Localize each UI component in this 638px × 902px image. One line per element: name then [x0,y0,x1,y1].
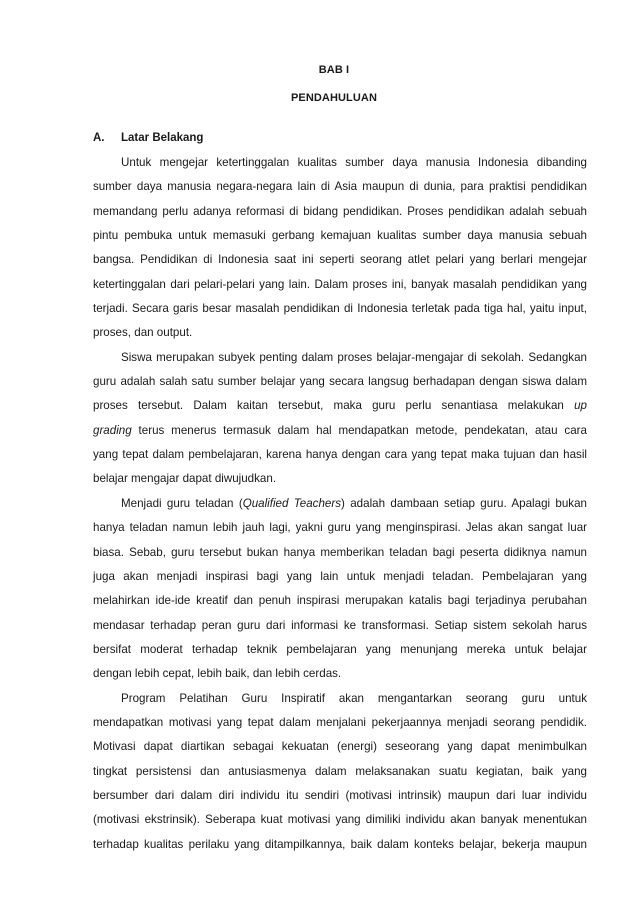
text-line [93,419,587,443]
text-line [93,760,587,784]
section-title: Latar Belakang [121,132,204,144]
line-text: hanya teladan namun lebih jauh lagi, yakni guru yang menginspirasi. Jelas akan sangat luar [93,521,587,535]
line-text: guru adalah salah satu sumber belajar yang secara langsug berhadapan dengan siswa dalam [93,375,587,389]
line-text: juga akan menjadi inspirasi bagi yang lain untuk menjadi teladan. Pembelajaran yang [93,569,587,583]
body-text [93,151,587,857]
text-line [93,565,587,589]
line-text: Untuk mengejar ketertinggalan kualitas sumber daya manusia Indonesia dibanding [121,156,587,169]
line-text: terhadap kualitas perilaku yang ditampilkannya, baik dalam konteks belajar, bekerja maupun [93,837,587,851]
line-text: terus menerus termasuk dalam hal mendapatkan metode, pendekatan, atau cara [131,423,587,437]
text-line [93,394,587,418]
section-number: A. [93,132,105,144]
text-line [93,492,587,516]
text-line [93,224,587,248]
line-text: pintu pembuka untuk memasuki gerbang kemajuan kualitas sumber daya manusia sebuah [93,229,587,243]
line-text: ketertinggalan dari pelari-pelari yang lain. Dalam proses ini, banyak masalah pendidikan yang [93,277,587,291]
line-text: mendasar terhadap peran guru dari informasi ke transformasi. Setiap sistem sekolah harus [93,618,587,632]
line-text: mendapatkan motivasi yang tepat dalam menjalani pekerjaannya menjadi seorang pendidik. [93,715,587,729]
text-line [93,833,587,857]
text-line [93,808,587,832]
text-line [93,273,587,297]
line-text: belajar mengajar dapat diwujudkan. [93,472,277,486]
text-line [93,443,587,467]
line-text: tingkat persistensi dan antusiasmenya dalam melaksanakan suatu kegiatan, baik yang [93,764,587,778]
line-text: bersumber dari dalam diri individu itu sendiri (motivasi intrinsik) maupun dari luar individu [93,788,587,802]
line-text: Menjadi guru teladan ( [121,496,243,510]
text-line [93,346,587,370]
text-line [93,175,587,199]
text-line [93,248,587,272]
text-line [93,516,587,540]
text-line [93,711,587,735]
line-text: Motivasi dapat diartikan sebagai kekuatan (energi) seseorang yang dapat menimbulkan [93,740,587,754]
line-text: proses, dan output. [93,326,193,340]
line-text: melahirkan ide-ide kreatif dan penuh inspirasi merupakan katalis bagi terjadinya perubahan [93,594,587,608]
line-text: dengan lebih cepat, lebih baik, dan lebih cerdas. [93,667,342,681]
line-text: biasa. Sebab, guru tersebut bukan hanya memberikan teladan bagi peserta didiknya namun [93,545,587,559]
line-text: terjadi. Secara garis besar masalah pendidikan di Indonesia terletak pada tiga hal, yaitu input, [93,302,587,316]
italic-term: up [574,399,587,413]
italic-term: Qualified Teachers [242,496,342,510]
text-line [93,638,587,662]
text-line [93,735,587,759]
line-text: Program Pelatihan Guru Inspiratif akan mengantarkan seorang guru untuk [121,691,587,705]
text-line [93,614,587,638]
line-text: yang tepat dalam pembelajaran, karena hanya dengan cara yang tepat maka tujuan dan hasil [93,448,587,462]
text-line [93,151,587,175]
text-line [93,467,587,491]
text-line [93,662,587,686]
line-text: sumber daya manusia negara-negara lain di Asia maupun di dunia, para praktisi pendidikan [93,180,587,194]
line-text: bangsa. Pendidikan di Indonesia saat ini seperti seorang atlet pelari yang berlari mengejar [93,253,587,267]
text-line [93,200,587,224]
text-line [93,589,587,613]
text-line [93,321,587,345]
text-line [93,687,587,711]
section-heading [93,132,203,144]
line-text: (motivasi ekstrinsik). Seberapa kuat motivasi yang dimiliki individu akan banyak menentukan [93,813,587,827]
line-text: bersifat moderat terhadap teknik pembelajaran yang menunjang mereka untuk belajar [93,642,587,656]
text-line [93,784,587,808]
line-text: Siswa merupakan subyek penting dalam proses belajar-mengajar di sekolah. Sedangkan [121,350,587,364]
italic-term: grading [93,423,132,437]
text-line [93,370,587,394]
text-line [93,297,587,321]
line-text: ) adalah dambaan setiap guru. Apalagi bukan [341,496,588,510]
line-text: proses tersebut. Dalam kaitan tersebut, maka guru perlu senantiasa melakukan [93,399,575,413]
line-text: memandang perlu adanya reformasi di bidang pendidikan. Proses pendidikan adalah sebuah [93,204,587,218]
chapter-heading: BAB I [318,64,350,76]
chapter-title: PENDAHULUAN [290,92,378,104]
text-line [93,541,587,565]
